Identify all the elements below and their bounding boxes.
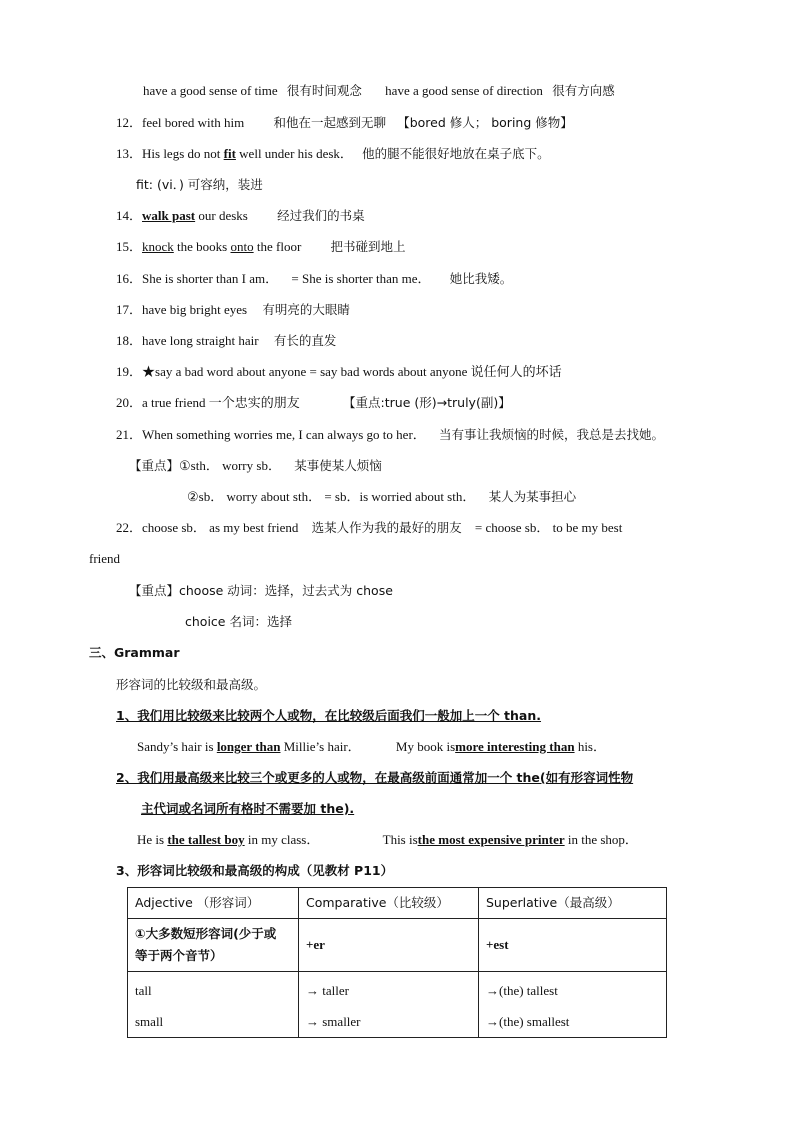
grammar-rule-1: 1、我们用比较级来比较两个人或物，在比较级后面我们一般加上一个 than. xyxy=(116,708,542,723)
table-header-row xyxy=(128,888,667,919)
vocab-line-22-wrap: friend xyxy=(89,551,121,566)
vocab-line-20: 20．a true friend 一个忠实的朋友 【重点:true (形)→truly(副)】 xyxy=(116,395,511,410)
table-row xyxy=(128,919,667,972)
vocab-line-19: 19．★say a bad word about anyone = say bad words about anyone 说任何人的坏话 xyxy=(116,364,562,379)
grammar-rule-2-line2: 主代词或名词所有格时不需要加 the). xyxy=(141,801,355,816)
adjective-forms-table xyxy=(127,887,667,1038)
key-phrase: walk past xyxy=(142,208,196,223)
key-phrase: more interesting than xyxy=(455,739,575,754)
table-cell: +est xyxy=(479,919,667,972)
key-phrase: the tallest boy xyxy=(167,832,245,847)
vocab-line-12: 12．feel bored with him 和他在一起感到无聊 【bored 修人； boring 修物】 xyxy=(116,115,573,130)
rule1-examples: Sandy’s hair is longer than Millie’s hair． My book ismore interesting than his． xyxy=(137,739,606,754)
vocab-line-22: 22．choose sb． as my best friend 选某人作为我的最好的朋友 = choose sb． to be my best xyxy=(116,520,623,535)
key-word: onto xyxy=(230,239,254,254)
grammar-rule-2-line1: 2、我们用最高级来比较三个或更多的人或物，在最高级前面通常加一个 the(如有形容词性物 xyxy=(116,770,634,785)
rule2-examples: He is the tallest boy in my class． This isthe most expensive printer in the shop． xyxy=(137,832,638,847)
grammar-rule-3: 3、形容词比较级和最高级的构成（见教材 P11） xyxy=(116,863,394,878)
vocab-line-22a: 【重点】choose 动词：选择，过去式为 chose xyxy=(129,583,393,598)
table-header-cell: Superlative（最高级） xyxy=(479,888,667,919)
vocab-line-21a: 【重点】①sth． worry sb． 某事使某人烦恼 xyxy=(129,458,382,473)
vocab-line-0a: have a good sense of time 很有时间观念 have a good sense of direction 很有方向感 xyxy=(143,83,615,98)
table-cell: →(the) tallest →(the) smallest xyxy=(479,972,667,1038)
key-phrase: the most expensive printer xyxy=(417,832,565,847)
vocab-line-17: 17．have big bright eyes 有明亮的大眼睛 xyxy=(116,302,350,317)
vocab-line-21b: ②sb． worry about sth． = sb．is worried about sth． 某人为某事担心 xyxy=(187,489,577,504)
vocab-line-22b: choice 名词：选择 xyxy=(185,614,292,629)
table-header-cell: Adjective （形容词） xyxy=(128,888,299,919)
vocab-line-15: 15．knock the books onto the floor 把书碰到地上 xyxy=(116,239,406,254)
key-word: knock xyxy=(142,239,174,254)
vocab-line-13b: fit: (vi．) 可容纳，装进 xyxy=(136,177,263,192)
table-header-cell: Comparative（比较级） xyxy=(299,888,479,919)
table-cell: → taller → smaller xyxy=(299,972,479,1038)
table-row xyxy=(128,972,667,1038)
key-phrase: longer than xyxy=(216,739,281,754)
vocab-line-18: 18．have long straight hair 有长的直发 xyxy=(116,333,337,348)
vocab-line-14: 14．walk past our desks 经过我们的书桌 xyxy=(116,208,365,223)
table-cell: tall small xyxy=(128,972,299,1038)
section-intro: 形容词的比较级和最高级。 xyxy=(116,677,267,692)
vocab-line-16: 16．She is shorter than I am． = She is shorter than me． 她比我矮。 xyxy=(116,271,513,286)
key-phrase: fit xyxy=(223,146,236,161)
table-cell: ①大多数短形容词(少于或 等于两个音节） xyxy=(128,919,299,972)
table-cell: +er xyxy=(299,919,479,972)
section-title: 三、Grammar xyxy=(89,645,180,660)
vocab-line-21: 21．When something worries me, I can always go to her． 当有事让我烦恼的时候，我总是去找她。 xyxy=(116,427,665,442)
vocab-line-13: 13．His legs do not fit well under his desk． 他的腿不能很好地放在桌子底下。 xyxy=(116,146,550,161)
